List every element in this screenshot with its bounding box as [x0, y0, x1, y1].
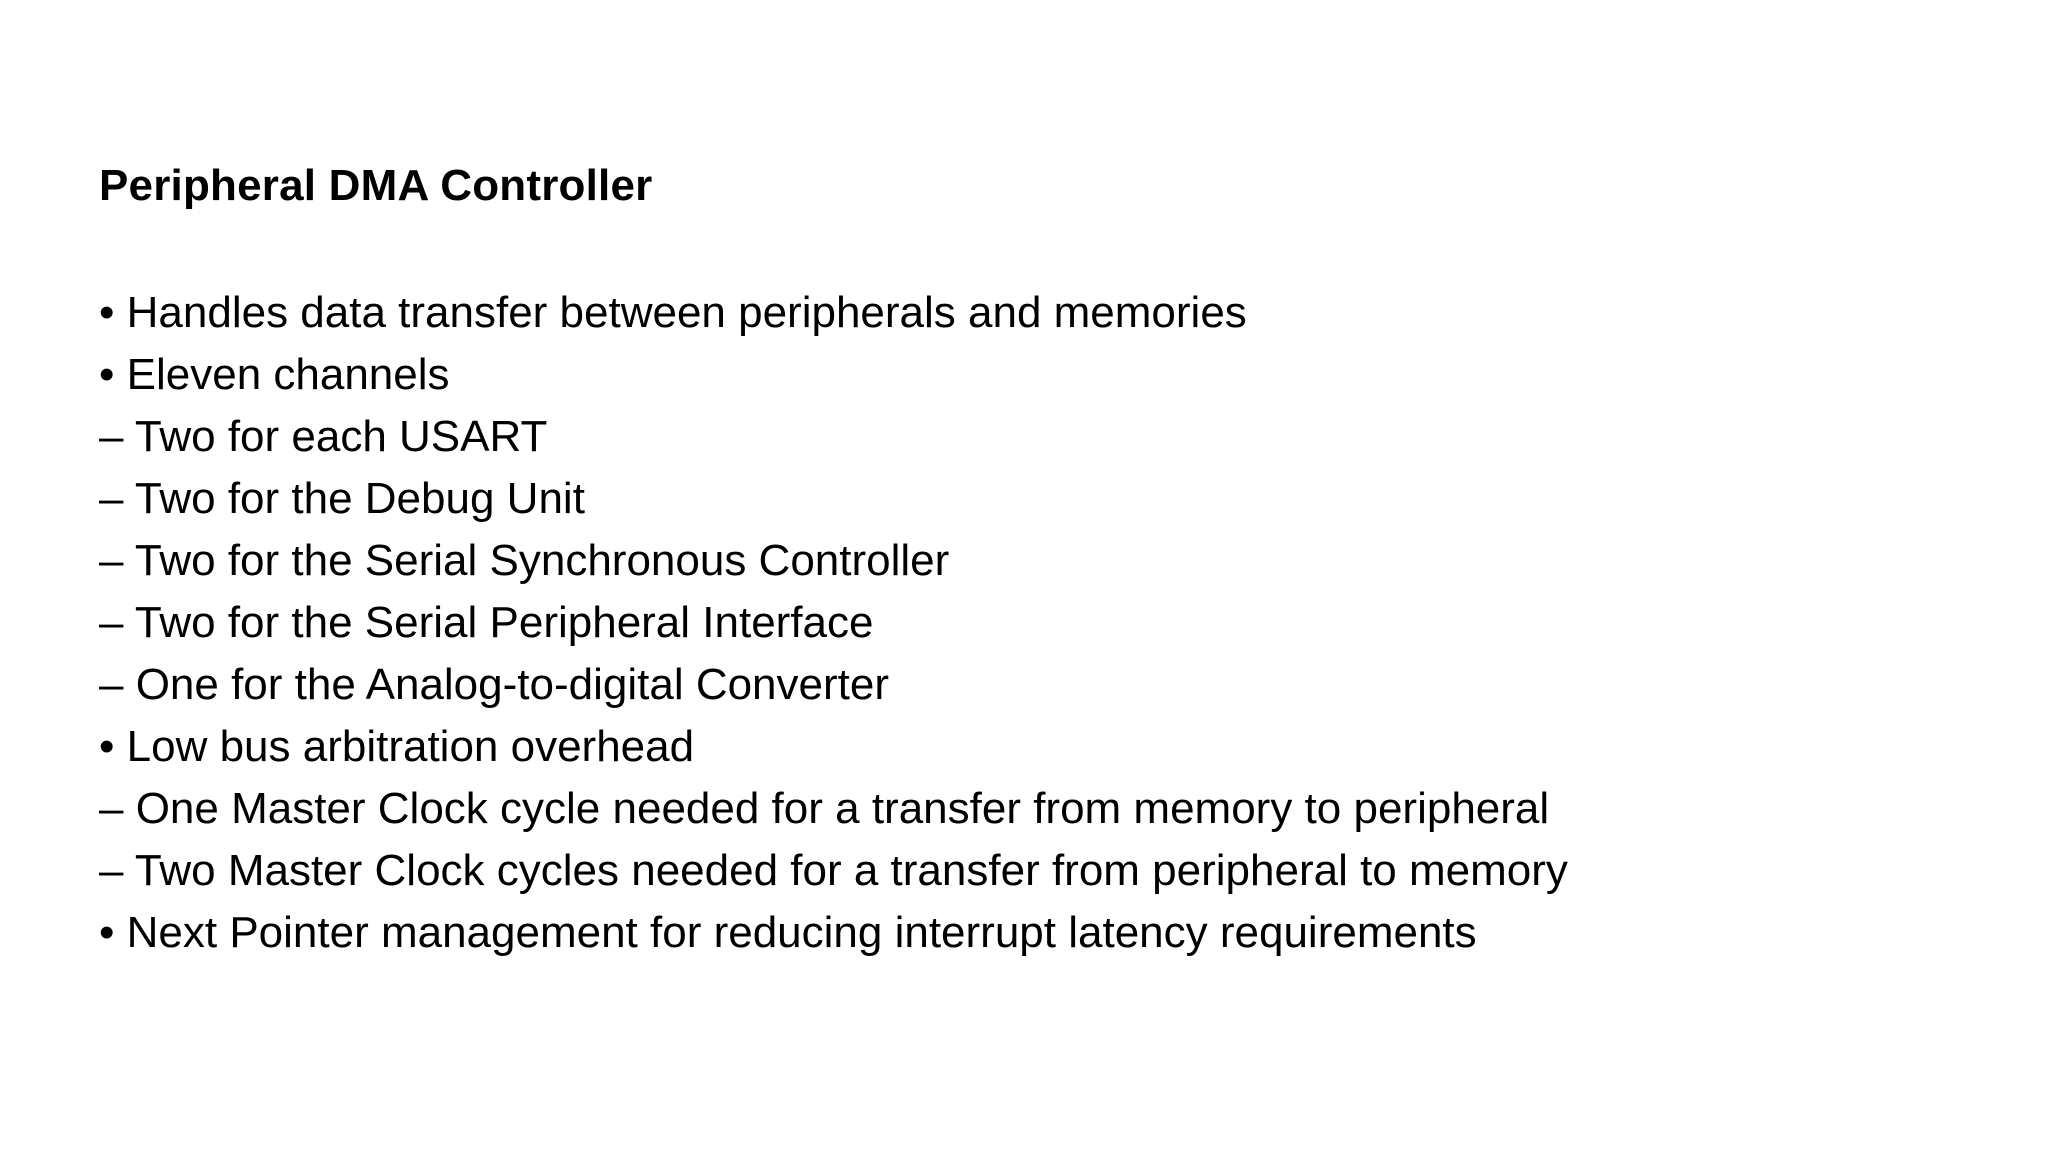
sub-bullet-item: – Two for each USART [99, 412, 548, 461]
bullet-item: • Eleven channels [99, 350, 450, 399]
slide-title: Peripheral DMA Controller [99, 161, 653, 210]
bullet-item: • Low bus arbitration overhead [99, 722, 695, 771]
bullet-item: • Next Pointer management for reducing interrupt latency requirements [99, 908, 1477, 957]
sub-bullet-item: – Two for the Debug Unit [99, 474, 585, 523]
sub-bullet-item: – Two Master Clock cycles needed for a transfer from peripheral to memory [99, 846, 1568, 895]
sub-bullet-item: – One for the Analog-to-digital Converter [99, 660, 890, 709]
sub-bullet-item: – Two for the Serial Synchronous Controller [99, 536, 950, 585]
sub-bullet-item: – Two for the Serial Peripheral Interface [99, 598, 874, 647]
bullet-list [99, 282, 1568, 964]
bullet-item: • Handles data transfer between peripherals and memories [99, 288, 1247, 337]
sub-bullet-item: – One Master Clock cycle needed for a transfer from memory to peripheral [99, 784, 1550, 833]
